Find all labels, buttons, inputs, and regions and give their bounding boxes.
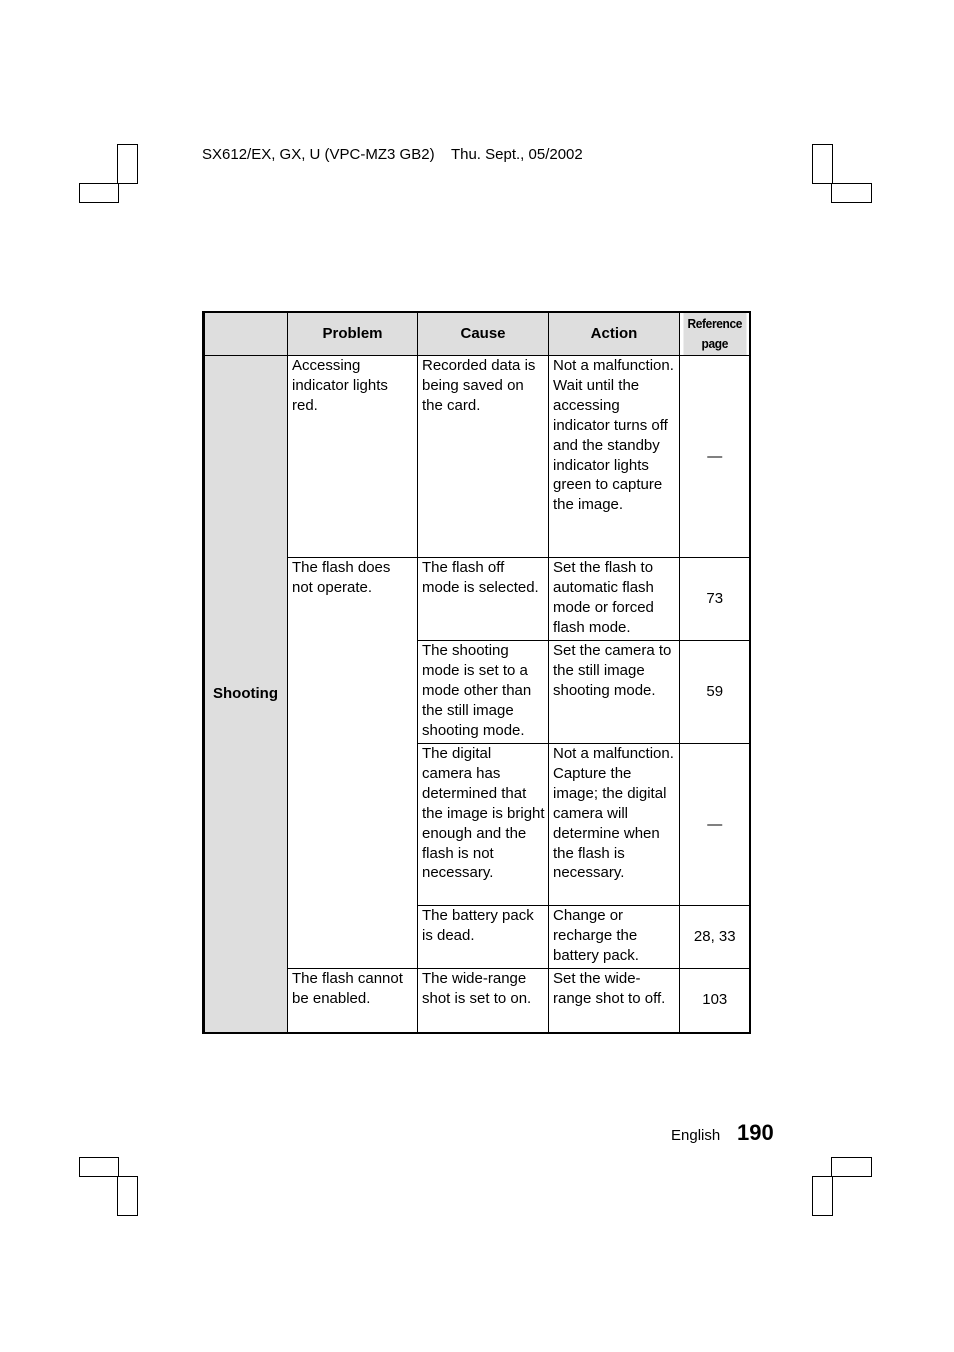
crop-mark-top-right-vertical xyxy=(812,144,833,184)
action-cell: Set the camera to the still image shooting mode. xyxy=(549,641,680,744)
action-cell: Not a malfunction. Capture the image; the digital camera will determine when the flash is necessary. xyxy=(549,744,680,906)
cause-cell: The wide-range shot is set to on. xyxy=(418,969,549,1033)
crop-mark-top-right-horizontal xyxy=(831,183,872,203)
crop-mark-top-left-vertical xyxy=(117,144,138,184)
cause-cell: The flash off mode is selected. xyxy=(418,558,549,641)
reference-cell: 73 xyxy=(680,558,750,641)
crop-mark-top-left-horizontal xyxy=(79,183,119,203)
crop-mark-bottom-left-horizontal xyxy=(79,1157,119,1177)
crop-mark-bottom-left-vertical xyxy=(117,1176,138,1216)
problem-cell: Accessing indicator lights red. xyxy=(288,356,418,558)
cause-cell: The shooting mode is set to a mode other than the still image shooting mode. xyxy=(418,641,549,744)
header-cause: Cause xyxy=(418,312,549,356)
header-problem: Problem xyxy=(288,312,418,356)
document-header-info: SX612/EX, GX, U (VPC-MZ3 GB2) Thu. Sept., 05/2002 xyxy=(202,146,583,163)
cause-cell: The battery pack is dead. xyxy=(418,906,549,969)
header-reference-page xyxy=(682,312,746,356)
reference-cell: 28, 33 xyxy=(680,906,750,969)
reference-cell: 59 xyxy=(680,641,750,744)
table-row xyxy=(204,356,750,558)
header-category-cell xyxy=(204,312,288,356)
action-cell: Not a malfunction. Wait until the accessing indicator turns off and the standby indicator lights green to capture the image. xyxy=(549,356,680,558)
reference-cell: 103 xyxy=(680,969,750,1033)
page-number: 190 xyxy=(737,1120,774,1145)
header-reference-line1: Reference xyxy=(687,316,742,331)
header-action: Action xyxy=(549,312,680,356)
category-shooting: Shooting xyxy=(204,356,288,1033)
crop-mark-bottom-right-horizontal xyxy=(831,1157,872,1177)
table-header-row xyxy=(204,312,750,356)
action-cell: Set the wide-range shot to off. xyxy=(549,969,680,1033)
header-reference-line2: page xyxy=(701,336,728,351)
problem-cell: The flash does not operate. xyxy=(288,558,418,969)
cause-cell: The digital camera has determined that the image is bright enough and the flash is not necessary. xyxy=(418,744,549,906)
footer-language: English xyxy=(671,1127,721,1144)
reference-cell: — xyxy=(680,356,750,558)
crop-mark-bottom-right-vertical xyxy=(812,1176,833,1216)
reference-cell: — xyxy=(680,744,750,906)
troubleshooting-table xyxy=(202,311,751,1034)
action-cell: Change or recharge the battery pack. xyxy=(549,906,680,969)
cause-cell: Recorded data is being saved on the card. xyxy=(418,356,549,558)
action-cell: Set the flash to automatic flash mode or forced flash mode. xyxy=(549,558,680,641)
problem-cell: The flash cannot be enabled. xyxy=(288,969,418,1033)
